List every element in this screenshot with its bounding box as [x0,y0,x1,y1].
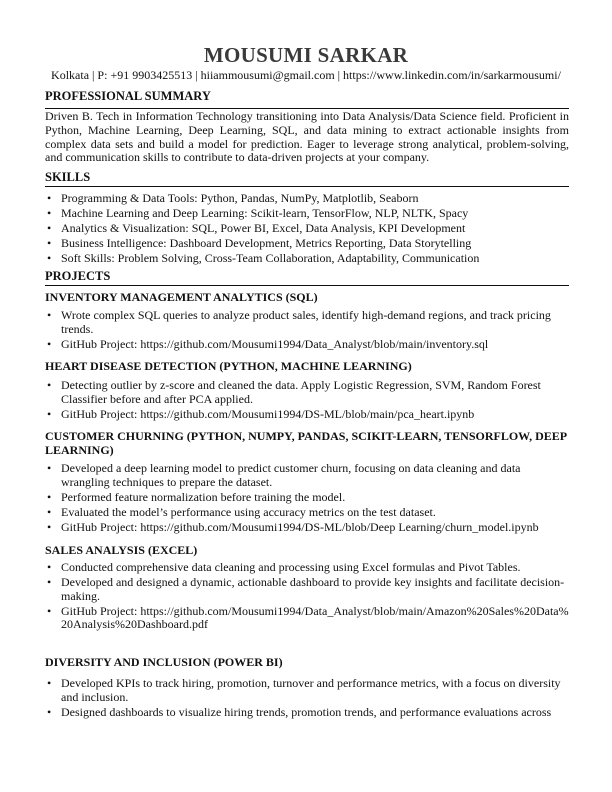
divider [45,285,569,286]
contact-info: Kolkata | P: +91 9903425513 | hiiammousumi@gmail.com | https://www.linkedin.com/in/sarkarmousumi/ [51,68,561,82]
project-bullet: • Developed KPIs to track hiring, promotion, turnover and performance metrics, with a focus on diversity and inclusion. [45,677,569,704]
project-bullet: • Evaluated the model’s performance using accuracy metrics on the test dataset. [45,506,569,520]
skills-heading: SKILLS [45,170,91,184]
project-bullet: • Detecting outlier by z-score and cleaned the data. Apply Logistic Regression, SVM, Random Forest Classifier before and after PCA applied. [45,379,569,406]
project-bullet: • Developed a deep learning model to predict customer churn, focusing on data cleaning and data wrangling techniques to prepare the dataset. [45,462,569,489]
skill-item: • Soft Skills: Problem Solving, Cross-Team Collaboration, Adaptability, Communication [45,252,569,266]
project-title: INVENTORY MANAGEMENT ANALYTICS (SQL) [45,290,318,304]
project-bullet: • Performed feature normalization before training the model. [45,491,569,505]
project-link: • GitHub Project: https://github.com/Mousumi1994/Data_Analyst/blob/main/inventory.sql [45,338,569,352]
project-title: SALES ANALYSIS (EXCEL) [45,543,198,557]
skill-item: • Analytics & Visualization: SQL, Power BI, Excel, Data Analysis, KPI Development [45,222,569,236]
skill-item: • Machine Learning and Deep Learning: Scikit-learn, TensorFlow, NLP, NLTK, Spacy [45,207,569,221]
project-bullets [45,462,569,536]
project-bullets [45,309,569,353]
projects-heading: PROJECTS [45,269,111,283]
project-title: DIVERSITY AND INCLUSION (POWER BI) [45,655,283,669]
project-bullet: • Conducted comprehensive data cleaning and processing using Excel formulas and Pivot Tables. [45,561,569,575]
project-bullet: • Developed and designed a dynamic, actionable dashboard to provide key insights and facilitate decision-making. [45,576,569,603]
project-title: HEART DISEASE DETECTION (PYTHON, MACHINE LEARNING) [45,359,412,373]
skill-item: • Programming & Data Tools: Python, Pandas, NumPy, Matplotlib, Seaborn [45,192,569,206]
skills-list [45,192,569,267]
project-link: • GitHub Project: https://github.com/Mousumi1994/Data_Analyst/blob/main/Amazon%20Sales%20Data%20Analysis%20Dashboard.pdf [45,605,569,632]
summary-heading: PROFESSIONAL SUMMARY [45,89,211,103]
project-bullets [45,677,569,721]
divider [45,186,569,187]
skill-item: • Business Intelligence: Dashboard Development, Metrics Reporting, Data Storytelling [45,237,569,251]
project-link: • GitHub Project: https://github.com/Mousumi1994/DS-ML/blob/Deep Learning/churn_model.ipynb [45,521,569,535]
project-bullet: • Wrote complex SQL queries to analyze product sales, identify high-demand regions, and track pricing trends. [45,309,569,336]
summary-text: Driven B. Tech in Information Technology transitioning into Data Analysis/Data Science field. Proficient in Python, Machine Learning, Deep Learning, SQL, and data mining to extract actionable insights from complex data sets and build a model for prediction. Eager to leverage strong analytical, problem-solving, and communication skills to contribute to data-driven projects at your company. [45,109,569,165]
project-title: CUSTOMER CHURNING (PYTHON, NUMPY, PANDAS, SCIKIT-LEARN, TENSORFLOW, DEEP LEARNING) [45,429,567,457]
project-link: • GitHub Project: https://github.com/Mousumi1994/DS-ML/blob/main/pca_heart.ipynb [45,408,569,422]
project-bullet: • Designed dashboards to visualize hiring trends, promotion trends, and performance evaluations across [45,706,569,720]
candidate-name: MOUSUMI SARKAR [203,43,409,67]
project-bullets [45,379,569,423]
project-bullets [45,561,569,633]
